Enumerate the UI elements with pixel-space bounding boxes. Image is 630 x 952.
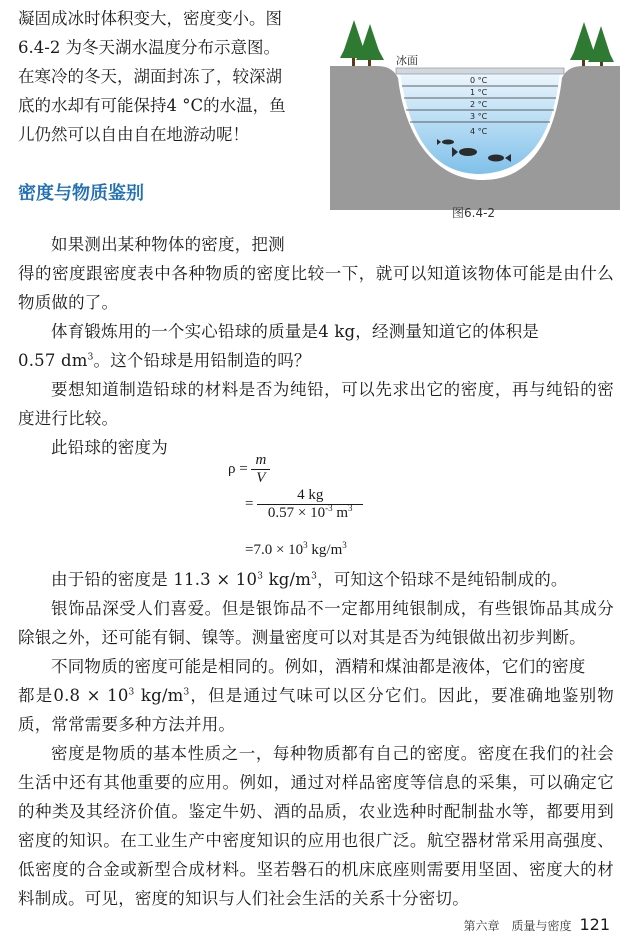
paragraph: 不同物质的密度可能是相同的。例如，酒精和煤油都是液体，它们的密度 [51,657,586,676]
superscript: 3 [87,352,94,363]
text-run: 0.57 dm [18,351,88,370]
text-run: 。这个铅球是用铅制造的吗？ [93,351,311,370]
tree-left-icon [340,20,384,66]
superscript: -3 [325,503,333,513]
superscript: 3 [183,687,190,698]
paragraph [18,346,614,375]
numerator: m [251,452,270,470]
temp-label: 3 °C [470,112,488,121]
superscript: 3 [303,540,308,550]
text-run: kg/m [263,570,312,589]
text-run: ，但是通过气味可以区分它们。因此，要准确地鉴别物质，常常需要多种方法并用。 [18,686,614,734]
ice-label: 冰面 [396,54,418,67]
superscript: 3 [348,503,353,513]
superscript: 3 [311,571,318,582]
text-run: ，可知这个铅球不是纯铅制成的。 [317,570,568,589]
superscript: 3 [128,687,135,698]
temp-label: 1 °C [470,88,488,97]
rho-symbol: ρ = [228,460,248,477]
equals-sign: = [245,495,254,512]
superscript: 3 [342,540,347,550]
paragraph: 此铅球的密度为 [51,438,168,457]
text-run: 由于铅的密度是 11.3 × 10 [51,570,258,589]
text-run: kg/m [307,542,343,558]
chapter-title: 第六章 质量与密度 [463,919,572,933]
text-run: =7.0 × 10 [245,542,304,558]
intro-line: 凝固成冰时体积变大，密度变小。图 [18,9,282,28]
numerator: 4 kg [257,487,363,505]
temp-label: 2 °C [470,100,488,109]
temp-label: 0 °C [470,76,488,85]
figure-caption: 图6.4-2 [452,206,496,220]
text-run: 0.57 × 10 [267,505,326,521]
equation-line-2 [245,487,363,522]
tree-right-icon [570,22,614,68]
paragraph: 如果测出某种物体的密度，把测 [51,235,285,254]
lake-temperature-figure [330,10,620,215]
superscript: 3 [257,571,264,582]
equation-line-3 [245,542,347,559]
page-number: 121 [579,915,610,934]
paragraph: 密度是物质的基本性质之一，每种物质都有自己的密度。密度在我们的社会生活中还有其他重要的应用。例如，通过对样品密度等信息的采集，可以确定它的种类及其经济价值。鉴定牛奶、酒的品质，农业选种时配制盐水等，都要用到密度的知识。在工业生产中密度知识的应用也很广泛。航空器材常采用高强度、低密度的合金或新型合成材料。坚若磐石的机床底座则需要用坚固、密度大的材料制成。可见，密度的知识与人们社会生活的关系十分密切。 [18,744,614,908]
paragraph [18,681,614,739]
section-heading: 密度与物质鉴别 [18,183,144,204]
paragraph: 要想知道制造铅球的材料是否为纯铅，可以先求出它的密度，再与纯铅的密度进行比较。 [18,380,614,428]
intro-line: 6.4-2 为冬天湖水温度分布示意图。 [18,38,281,57]
intro-line: 儿仍然可以自由自在地游动呢！ [18,125,249,144]
denominator: V [256,470,266,486]
temp-label: 4 °C [470,127,488,136]
paragraph: 银饰品深受人们喜爱。但是银饰品不一定都用纯银制成，有些银饰品其成分除银之外，还可能有铜、镍等。测量密度可以对其是否为纯银做出初步判断。 [18,599,614,647]
ice-surface [396,68,564,74]
paragraph: 体育锻炼用的一个实心铅球的质量是4 kg，经测量知道它的体积是 [51,322,540,341]
page-footer [463,915,610,934]
intro-line: 在寒冷的冬天，湖面封冻了，较深湖 [18,67,282,86]
paragraph: 得的密度跟密度表中各种物质的密度比较一下，就可以知道该物体可能是由什么物质做的了。 [18,264,614,312]
fraction-m-over-v [251,452,270,487]
intro-paragraph [18,4,310,149]
denominator [257,505,363,522]
equation-line-1 [228,452,270,487]
text-run: m [332,505,349,521]
text-run: kg/m [134,686,184,705]
fraction-value [257,487,363,522]
text-run: 都是0.8 × 10 [18,686,129,705]
paragraph [18,565,614,594]
intro-line: 底的水却有可能保持4 °C的水温，鱼 [18,96,286,115]
